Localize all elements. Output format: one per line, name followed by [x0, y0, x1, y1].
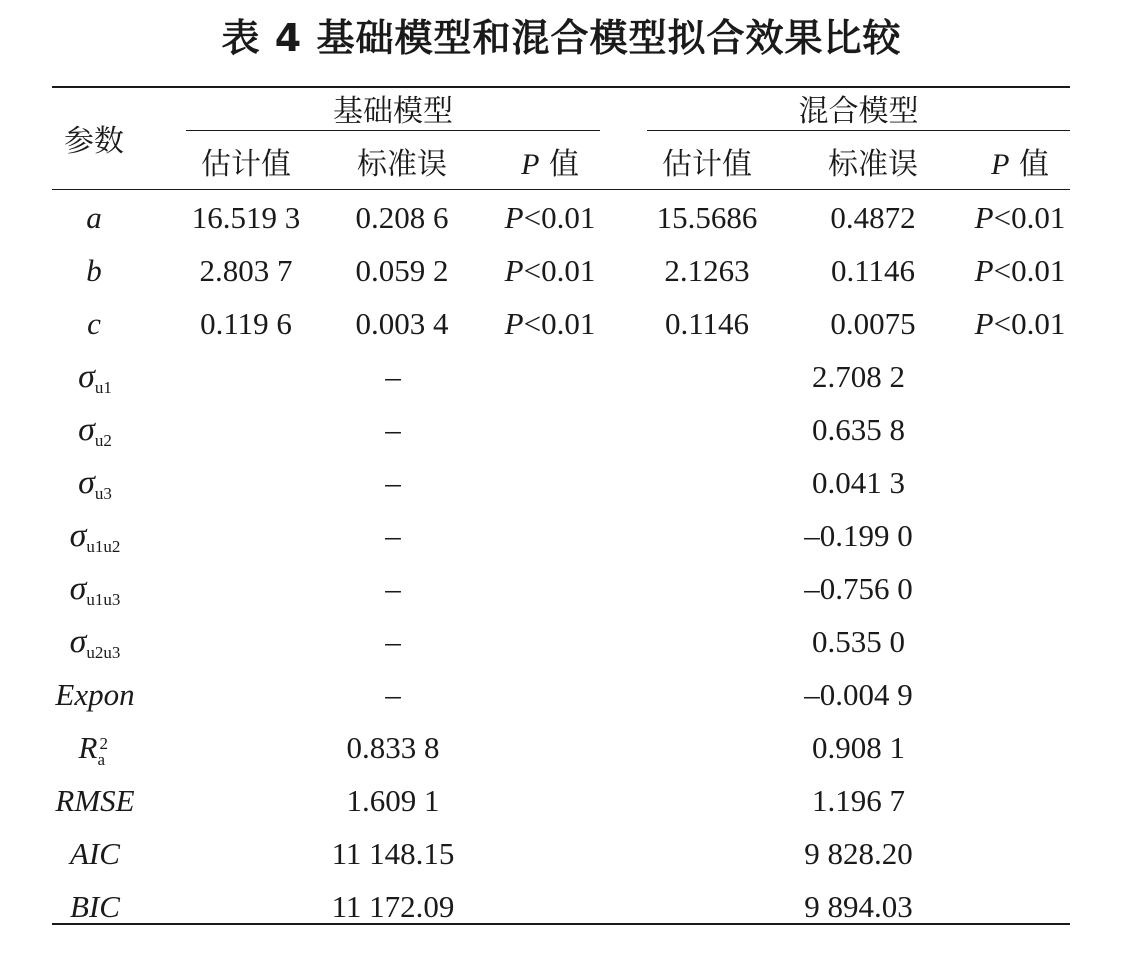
mixed-value: 1.196 7 — [812, 783, 905, 818]
stat-name: Expon — [55, 677, 135, 712]
basic-se-header: 标准误 — [357, 147, 447, 182]
mixed-p-value — [960, 251, 1080, 291]
mixed-value: –0.199 0 — [804, 518, 913, 553]
p-letter: P — [974, 200, 994, 235]
mixed-estimate: 0.1146 — [664, 306, 750, 341]
param-label: c — [87, 306, 101, 341]
p-letter: P — [504, 253, 524, 288]
p-letter: P — [991, 148, 1010, 181]
stat-label — [40, 834, 150, 874]
basic-p-header — [495, 145, 605, 185]
header-rule — [52, 189, 1070, 190]
mixed-estimate: 15.5686 — [656, 200, 758, 235]
basic-estimate: 0.119 6 — [200, 306, 292, 341]
mixed-value: 0.908 1 — [812, 730, 905, 765]
mixed-se: 0.4872 — [830, 200, 916, 235]
mixed-p-value — [960, 198, 1080, 238]
sigma-param-label — [40, 569, 150, 620]
mixed-value: –0.756 0 — [804, 571, 913, 606]
param-label: b — [86, 253, 102, 288]
mixed-estimate-header: 估计值 — [662, 147, 752, 182]
stat-label — [40, 728, 150, 768]
sigma-param-label — [40, 516, 150, 567]
sigma-symbol: σ — [69, 517, 87, 554]
basic-value: – — [385, 465, 401, 500]
sigma-param-label — [40, 463, 150, 514]
p-letter: P — [504, 200, 524, 235]
basic-estimate-header: 估计值 — [201, 147, 291, 182]
basic-value: – — [385, 677, 401, 712]
mixed-value: 2.708 2 — [812, 359, 905, 394]
stat-label — [40, 675, 150, 715]
basic-value: 0.833 8 — [346, 730, 440, 765]
mixed-estimate: 2.1263 — [664, 253, 750, 288]
basic-value: 1.609 1 — [346, 783, 440, 818]
sigma-param-label — [40, 622, 150, 673]
basic-se: 0.059 2 — [355, 253, 449, 288]
sigma-symbol: σ — [69, 623, 87, 660]
sigma-symbol: σ — [78, 411, 95, 448]
mixed-se: 0.1146 — [830, 253, 916, 288]
mixed-value: 9 894.03 — [804, 889, 913, 924]
sigma-symbol: σ — [69, 570, 87, 607]
top-rule — [52, 86, 1070, 88]
stat-subscript: a — [97, 750, 106, 769]
basic-value: – — [385, 359, 401, 394]
basic-p-value — [490, 251, 610, 291]
mixed-p-value — [960, 304, 1080, 344]
basic-p-value — [490, 198, 610, 238]
p-letter: P — [974, 253, 994, 288]
sigma-subscript: u3 — [94, 484, 112, 503]
basic-value: 11 148.15 — [331, 836, 455, 871]
mixed-value: 9 828.20 — [804, 836, 913, 871]
mixed-value: 0.041 3 — [812, 465, 905, 500]
sigma-subscript: u2u3 — [86, 643, 121, 662]
basic-value: 11 172.09 — [331, 889, 455, 924]
sigma-param-label — [40, 357, 150, 408]
mixed-p-header — [965, 145, 1075, 185]
p-threshold: <0.01 — [993, 200, 1066, 235]
param-header: 参数 — [64, 124, 124, 159]
stat-name: AIC — [70, 836, 120, 871]
basic-se: 0.208 6 — [355, 200, 449, 235]
mixed-value: 0.535 0 — [812, 624, 905, 659]
basic-value: – — [385, 571, 401, 606]
sigma-param-label — [40, 410, 150, 461]
basic-p-value — [490, 304, 610, 344]
p-suffix: 值 — [1018, 147, 1049, 182]
basic-se: 0.003 4 — [355, 306, 449, 341]
mixed-se-header: 标准误 — [828, 147, 918, 182]
p-threshold: <0.01 — [523, 200, 596, 235]
basic-value: – — [385, 412, 401, 447]
p-letter: P — [974, 306, 994, 341]
sigma-subscript: u1u3 — [86, 590, 121, 609]
mixed-se: 0.0075 — [830, 306, 916, 341]
stat-name: RMSE — [55, 783, 135, 818]
sigma-symbol: σ — [78, 464, 95, 501]
mixed-value: –0.004 9 — [804, 677, 913, 712]
basic-estimate: 2.803 7 — [199, 253, 293, 288]
sigma-subscript: u1 — [94, 378, 112, 397]
sigma-subscript: u2 — [94, 431, 112, 450]
p-threshold: <0.01 — [993, 253, 1066, 288]
sigma-symbol: σ — [78, 358, 95, 395]
basic-value: – — [385, 624, 401, 659]
stat-superscript: 2 — [99, 734, 108, 753]
basic-estimate: 16.519 3 — [191, 200, 301, 235]
mixed-value: 0.635 8 — [812, 412, 905, 447]
p-letter: P — [504, 306, 524, 341]
stat-name: BIC — [70, 889, 120, 924]
basic-model-header: 基础模型 — [333, 94, 453, 129]
basic-value: – — [385, 518, 401, 553]
p-threshold: <0.01 — [523, 253, 596, 288]
p-threshold: <0.01 — [523, 306, 596, 341]
sigma-subscript: u1u2 — [86, 537, 121, 556]
p-threshold: <0.01 — [993, 306, 1066, 341]
stat-label — [40, 887, 150, 927]
stat-label — [40, 781, 150, 821]
p-letter: P — [521, 148, 540, 181]
stat-name: R — [78, 730, 98, 765]
param-label: a — [86, 200, 102, 235]
table-caption: 表 4 基础模型和混合模型拟合效果比较 — [221, 16, 902, 60]
mixed-model-header: 混合模型 — [798, 94, 919, 129]
p-suffix: 值 — [548, 147, 579, 182]
